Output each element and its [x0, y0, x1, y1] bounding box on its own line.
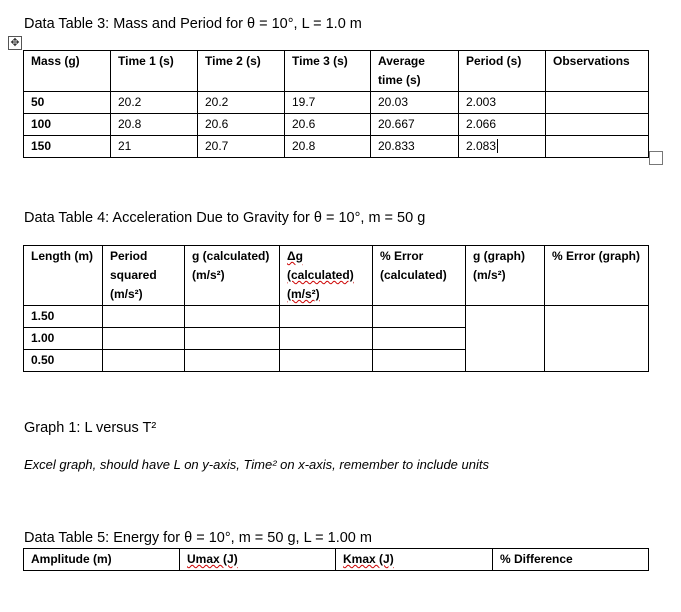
header-error-graph: % Error (graph)	[545, 246, 649, 306]
header-average-time: Average time (s)	[371, 51, 459, 92]
header-percent-difference: % Difference	[493, 549, 649, 571]
cell-g-calculated[interactable]	[185, 306, 280, 328]
cell-time2[interactable]: 20.6	[198, 114, 285, 136]
table-row	[24, 92, 649, 114]
cell-observations[interactable]	[546, 92, 649, 114]
cell-time1[interactable]: 20.2	[111, 92, 198, 114]
cell-time2[interactable]: 20.7	[198, 136, 285, 158]
cell-time2[interactable]: 20.2	[198, 92, 285, 114]
cell-period-squared[interactable]	[103, 350, 185, 372]
cell-period-squared[interactable]	[103, 328, 185, 350]
cell-period[interactable]	[459, 136, 546, 158]
header-time1: Time 1 (s)	[111, 51, 198, 92]
header-umax	[180, 549, 336, 571]
data-table-3	[23, 50, 649, 158]
cell-length[interactable]: 1.50	[24, 306, 103, 328]
table-resize-handle[interactable]	[649, 151, 663, 165]
text-cursor	[497, 139, 498, 153]
cell-length[interactable]: 1.00	[24, 328, 103, 350]
cell-time3[interactable]: 19.7	[285, 92, 371, 114]
header-time2: Time 2 (s)	[198, 51, 285, 92]
header-kmax-text: Kmax (J)	[343, 552, 394, 566]
table4-caption: Data Table 4: Acceleration Due to Gravity for θ = 10°, m = 50 g	[24, 210, 426, 226]
cell-average[interactable]: 20.667	[371, 114, 459, 136]
table5-caption: Data Table 5: Energy for θ = 10°, m = 50 g, L = 1.00 m	[24, 530, 372, 546]
header-delta-g	[280, 246, 373, 306]
data-table-5	[23, 548, 649, 571]
cell-error-calculated[interactable]	[373, 306, 466, 328]
cell-observations[interactable]	[546, 136, 649, 158]
cell-error-calculated[interactable]	[373, 350, 466, 372]
cell-error-calculated[interactable]	[373, 328, 466, 350]
cell-period[interactable]: 2.003	[459, 92, 546, 114]
table-row	[24, 306, 649, 328]
cell-mass[interactable]: 100	[24, 114, 111, 136]
header-amplitude: Amplitude (m)	[24, 549, 180, 571]
cell-g-graph[interactable]	[466, 306, 545, 372]
graph1-note: Excel graph, should have L on y-axis, Time² on x-axis, remember to include units	[24, 457, 489, 472]
cell-mass[interactable]: 50	[24, 92, 111, 114]
move-handle-icon[interactable]: ✥	[8, 36, 22, 50]
cell-average[interactable]: 20.833	[371, 136, 459, 158]
cell-period-text: 2.083	[466, 139, 497, 153]
header-umax-text: Umax (J)	[187, 552, 238, 566]
cell-delta-g[interactable]	[280, 306, 373, 328]
cell-time1[interactable]: 21	[111, 136, 198, 158]
cell-period-squared[interactable]	[103, 306, 185, 328]
header-period: Period (s)	[459, 51, 546, 92]
header-length: Length (m)	[24, 246, 103, 306]
header-error-calculated: % Error (calculated)	[373, 246, 466, 306]
cell-time3[interactable]: 20.6	[285, 114, 371, 136]
table-row	[24, 136, 649, 158]
table3-caption: Data Table 3: Mass and Period for θ = 10°, L = 1.0 m	[24, 16, 362, 32]
header-observations: Observations	[546, 51, 649, 92]
header-kmax	[336, 549, 493, 571]
cell-mass[interactable]: 150	[24, 136, 111, 158]
cell-g-calculated[interactable]	[185, 328, 280, 350]
graph1-title: Graph 1: L versus T²	[24, 420, 157, 436]
cell-time3[interactable]: 20.8	[285, 136, 371, 158]
cell-time1[interactable]: 20.8	[111, 114, 198, 136]
data-table-4	[23, 245, 649, 372]
cell-error-graph[interactable]	[545, 306, 649, 372]
header-period-squared: Period squared (m/s²)	[103, 246, 185, 306]
cell-delta-g[interactable]	[280, 328, 373, 350]
cell-delta-g[interactable]	[280, 350, 373, 372]
header-mass: Mass (g)	[24, 51, 111, 92]
header-time3: Time 3 (s)	[285, 51, 371, 92]
cell-g-calculated[interactable]	[185, 350, 280, 372]
header-delta-g-text: Δg (calculated) (m/s²)	[287, 249, 354, 301]
cell-observations[interactable]	[546, 114, 649, 136]
cell-length[interactable]: 0.50	[24, 350, 103, 372]
cell-period[interactable]: 2.066	[459, 114, 546, 136]
header-g-calculated: g (calculated) (m/s²)	[185, 246, 280, 306]
header-g-graph: g (graph) (m/s²)	[466, 246, 545, 306]
table-row	[24, 114, 649, 136]
cell-average[interactable]: 20.03	[371, 92, 459, 114]
